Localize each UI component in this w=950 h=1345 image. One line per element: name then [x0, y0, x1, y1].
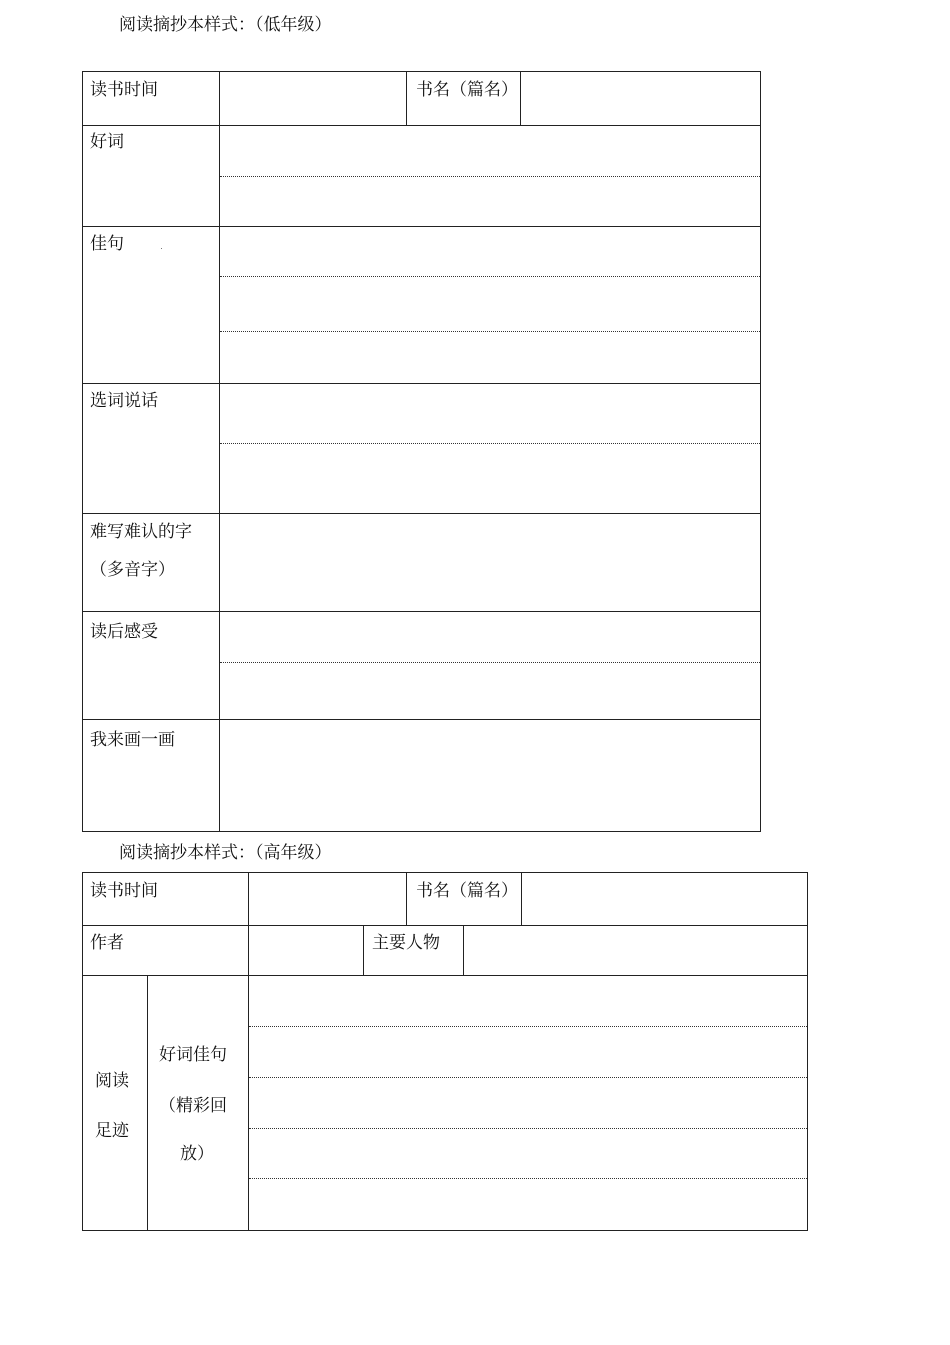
drawing-label: 我来画一画 — [90, 730, 175, 750]
reading-time-field[interactable] — [221, 73, 405, 124]
good-sentences-field[interactable] — [221, 228, 759, 382]
high-reading-time-field[interactable] — [250, 874, 405, 924]
reflection-label: 读后感受 — [90, 622, 158, 642]
high-grade-header-divider-1 — [406, 872, 407, 925]
good-words-field[interactable] — [221, 127, 759, 225]
high-grade-author-divider-2 — [463, 925, 464, 975]
highlights-label-line-3: 放） — [180, 1144, 214, 1164]
low-grade-row-separator — [82, 513, 761, 514]
high-book-name-label: 书名（篇名） — [416, 881, 518, 901]
low-grade-header-divider-2 — [520, 71, 521, 125]
low-grade-row-separator — [82, 125, 761, 126]
low-grade-title: 阅读摘抄本样式：（低年级） — [119, 15, 332, 35]
low-grade-row-separator — [82, 383, 761, 384]
high-book-name-field[interactable] — [523, 874, 806, 924]
low-grade-row-separator — [82, 611, 761, 612]
book-name-label: 书名（篇名） — [416, 80, 518, 100]
stray-dot — [161, 248, 162, 249]
reading-footprint-label-line-1: 阅读 — [95, 1071, 129, 1091]
good-words-label: 好词 — [90, 132, 124, 152]
main-characters-field[interactable] — [465, 927, 806, 974]
polyphonic-label: （多音字） — [90, 560, 175, 580]
good-sentences-label: 佳句 — [90, 234, 124, 254]
low-grade-header-divider-1 — [406, 71, 407, 125]
word-speaking-label: 选词说话 — [90, 391, 158, 411]
low-grade-row-separator — [82, 226, 761, 227]
main-characters-label: 主要人物 — [372, 933, 440, 953]
high-grade-header-divider-2 — [521, 872, 522, 925]
high-grade-footprint-divider — [147, 975, 148, 1231]
low-grade-label-divider — [219, 71, 220, 832]
word-speaking-field[interactable] — [221, 385, 759, 512]
high-grade-row-separator — [82, 925, 808, 926]
author-label: 作者 — [90, 933, 124, 953]
reflection-field[interactable] — [221, 613, 759, 718]
author-field[interactable] — [250, 927, 362, 974]
drawing-field[interactable] — [221, 721, 759, 830]
reading-time-label: 读书时间 — [90, 80, 158, 100]
hard-characters-label: 难写难认的字 — [90, 522, 192, 542]
book-name-field[interactable] — [522, 73, 759, 124]
high-reading-time-label: 读书时间 — [90, 881, 158, 901]
high-grade-row-separator — [82, 975, 808, 976]
highlights-label-line-2: （精彩回 — [159, 1096, 227, 1116]
low-grade-row-separator — [82, 719, 761, 720]
high-grade-author-divider-1 — [363, 925, 364, 975]
highlights-label-line-1: 好词佳句 — [159, 1045, 227, 1065]
reading-footprint-label-line-2: 足迹 — [95, 1121, 129, 1141]
hard-characters-field[interactable] — [221, 515, 759, 610]
high-grade-title: 阅读摘抄本样式：（高年级） — [119, 843, 332, 863]
highlights-field[interactable] — [250, 977, 806, 1229]
